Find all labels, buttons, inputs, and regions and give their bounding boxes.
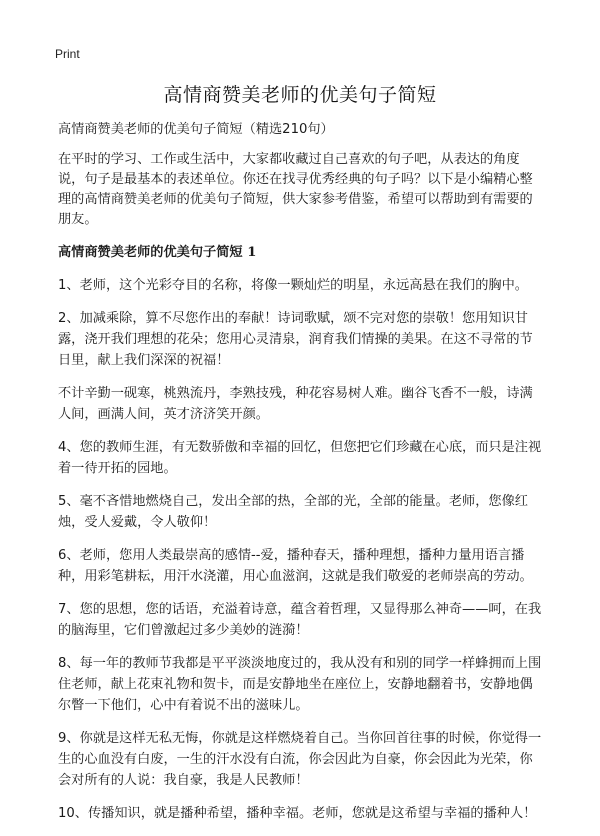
list-item: 4、您的教师生涯，有无数骄傲和幸福的回忆，但您把它们珍藏在心底，而只是注视着一待开拓的园地。 bbox=[58, 440, 542, 476]
section-heading: 高情商赞美老师的优美句子简短 1 bbox=[58, 245, 257, 260]
article-body bbox=[58, 120, 544, 836]
list-item: 不计辛勤一砚寒，桃熟流丹，李熟技残，种花容易树人难。幽谷飞香不一般，诗满人间，画满人间，英才济济笑开颜。 bbox=[58, 386, 533, 422]
list-item: 9、你就是这样无私无悔，你就是这样燃烧着自己。当你回首往事的时候，你觉得一生的心血没有白废，一生的汗水没有白流，你会因此为自豪，你会因此为光荣，你会对所有的人说：我自豪，我是人民教师！ bbox=[58, 731, 542, 788]
list-item: 6、老师，您用人类最崇高的感情--爱，播种春天，播种理想，播种力量用语言播种，用彩笔耕耘，用汗水浇灌，用心血滋润，这就是我们敬爱的老师崇高的劳动。 bbox=[58, 548, 533, 584]
print-link[interactable]: Print bbox=[55, 47, 80, 61]
list-item: 10、传播知识，就是播种希望，播种幸福。老师，您就是这希望与幸福的播种人！ bbox=[58, 806, 537, 821]
page-title: 高情商赞美老师的优美句子简短 bbox=[163, 84, 437, 106]
list-item: 2、加减乘除，算不尽您作出的奉献！诗词歌赋，颂不完对您的崇敬！您用知识甘露，浇开我们理想的花朵；您用心灵清泉，润育我们情操的美果。在这不寻常的节日里，献上我们深深的祝福！ bbox=[58, 311, 533, 368]
article-subtitle: 高情商赞美老师的优美句子简短（精选210句） bbox=[58, 122, 334, 137]
list-item: 5、毫不吝惜地燃烧自己，发出全部的热，全部的光，全部的能量。老师，您像红烛，受人爱戴，令人敬仰！ bbox=[58, 494, 528, 530]
intro-paragraph: 在平时的学习、工作或生活中，大家都收藏过自己喜欢的句子吧，从表达的角度说，句子是最基本的表述单位。你还在找寻优秀经典的句子吗？以下是小编精心整理的高情商赞美老师的优美句子简短，供大家参考借鉴，希望可以帮助到有需要的朋友。 bbox=[58, 152, 533, 227]
list-item: 1、老师，这个光彩夺目的名称，将像一颗灿烂的明星，永远高悬在我们的胸中。 bbox=[58, 278, 528, 293]
list-item: 8、每一年的教师节我都是平平淡淡地度过的，我从没有和别的同学一样蜂拥而上围住老师，献上花束礼物和贺卡，而是安静地坐在座位上，安静地翻着书，安静地偶尔瞥一下他们，心中有着说不出的滋味儿。 bbox=[58, 656, 542, 713]
list-item: 7、您的思想，您的话语，充溢着诗意，蕴含着哲理，又显得那么神奇——呵，在我的脑海里，它们曾激起过多少美妙的涟漪！ bbox=[58, 602, 542, 638]
